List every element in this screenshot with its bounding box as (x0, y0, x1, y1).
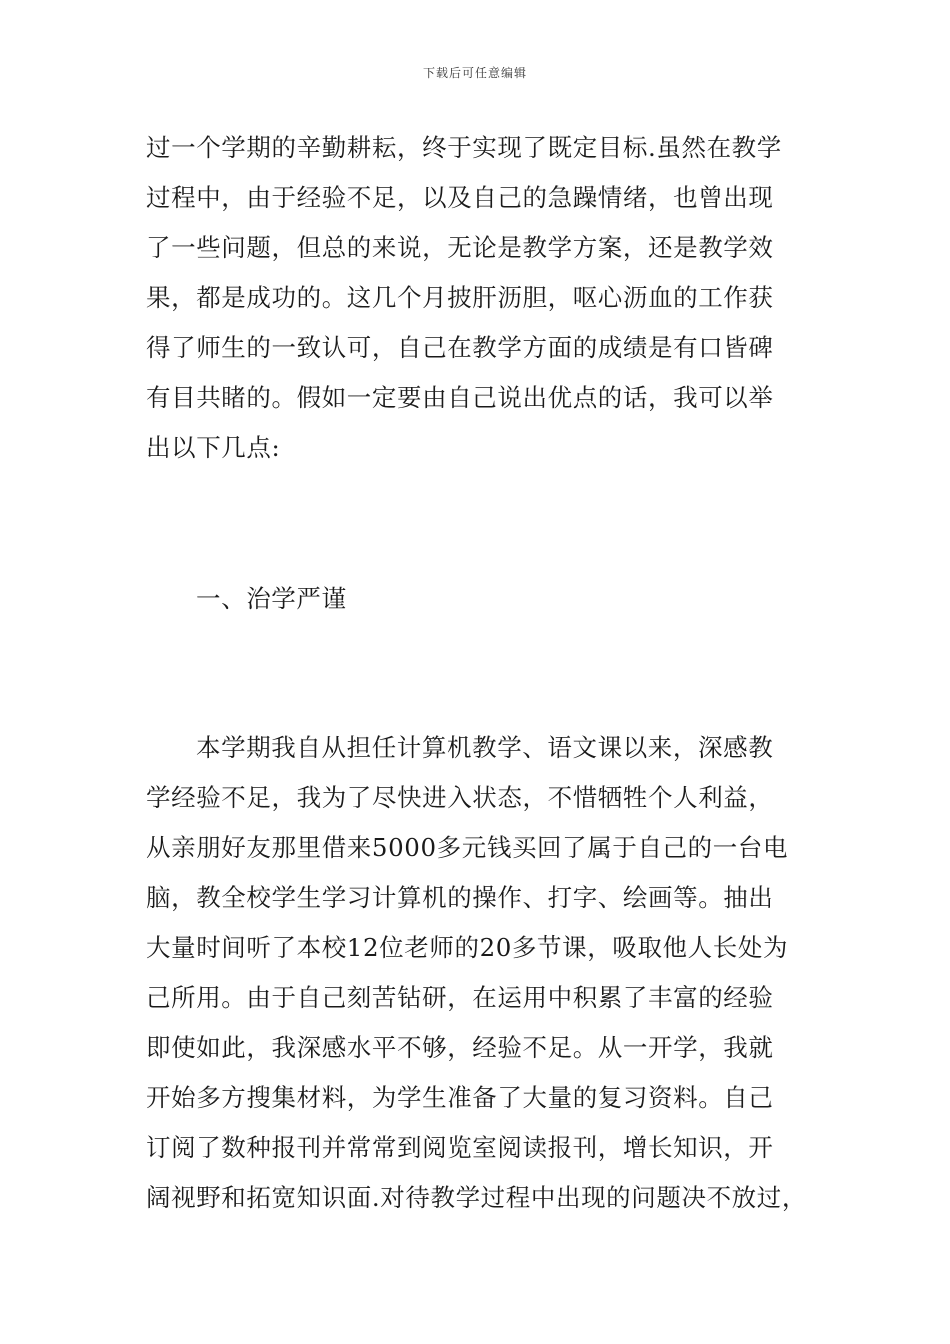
paragraph-line: 阔视野和拓宽知识面.对待教学过程中出现的问题决不放过， (146, 1183, 807, 1212)
paragraph-line: 本学期我自从担任计算机教学、语文课以来，深感教 (196, 733, 774, 762)
section-heading: 一、治学严谨 (196, 584, 347, 613)
paragraph-line: 开始多方搜集材料，为学生准备了大量的复习资料。自己 (146, 1083, 774, 1112)
paragraph-line: 脑，教全校学生学习计算机的操作、打字、绘画等。抽出 (146, 883, 774, 912)
paragraph-line: 学经验不足，我为了尽快进入状态，不惜牺牲个人利益， (146, 783, 774, 812)
paragraph-line: 从亲朋好友那里借来5000多元钱买回了属于自己的一台电 (146, 833, 789, 862)
paragraph-line: 过程中，由于经验不足，以及自己的急躁情绪，也曾出现 (146, 183, 774, 212)
paragraph-line: 订阅了数种报刊并常常到阅览室阅读报刊，增长知识，开 (146, 1133, 774, 1162)
paragraph-line: 大量时间听了本校12位老师的20多节课，吸取他人长处为 (146, 933, 789, 962)
paragraph-line: 有目共睹的。假如一定要由自己说出优点的话，我可以举 (146, 383, 774, 412)
paragraph-line: 了一些问题，但总的来说，无论是教学方案，还是教学效 (146, 233, 774, 262)
paragraph-line: 即使如此，我深感水平不够，经验不足。从一开学，我就 (146, 1033, 774, 1062)
paragraph-line: 己所用。由于自己刻苦钻研，在运用中积累了丰富的经验 (146, 983, 774, 1012)
paragraph-line: 得了师生的一致认可，自己在教学方面的成绩是有口皆碑 (146, 333, 774, 362)
paragraph-line: 过一个学期的辛勤耕耘，终于实现了既定目标.虽然在教学 (146, 133, 782, 162)
paragraph-line: 果，都是成功的。这几个月披肝沥胆，呕心沥血的工作获 (146, 283, 774, 312)
header-note: 下载后可任意编辑 (422, 66, 527, 80)
paragraph-line: 出以下几点: (146, 433, 281, 462)
